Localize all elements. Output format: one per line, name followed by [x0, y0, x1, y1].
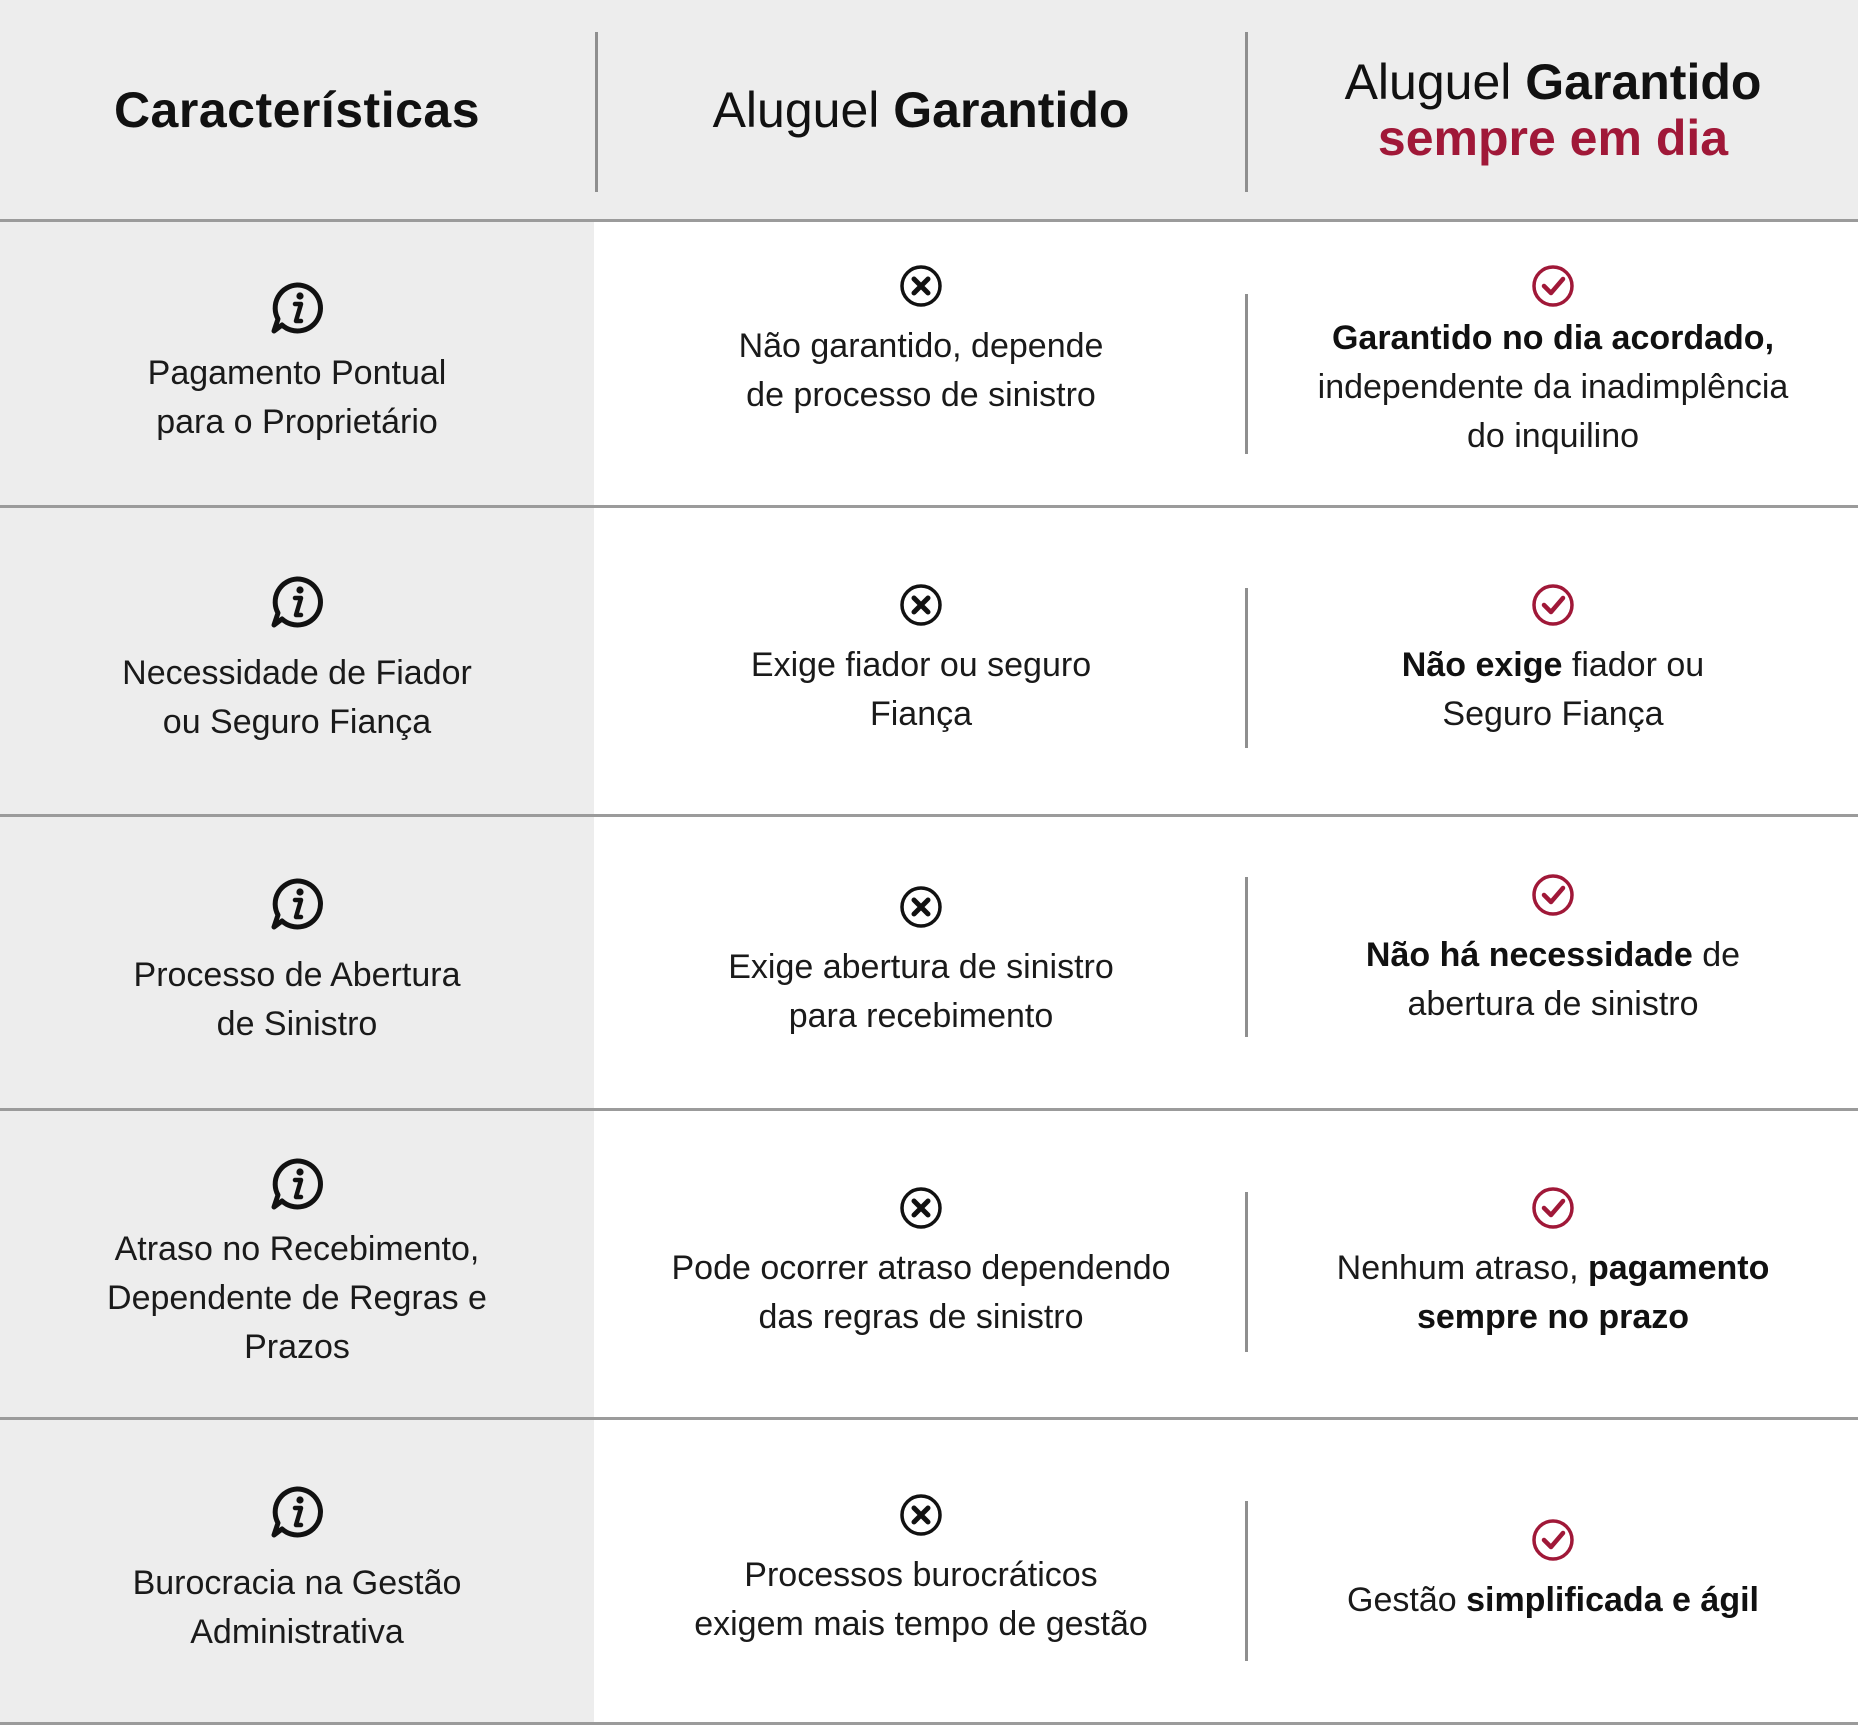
value-line: Processos burocráticos: [744, 1556, 1098, 1594]
feature-line: Prazos: [244, 1327, 350, 1366]
table-row-5-feature: [0, 1420, 594, 1722]
header-features: [0, 0, 594, 220]
table-row-3-premium: [1248, 817, 1858, 1108]
feature-line: de Sinistro: [216, 1004, 378, 1043]
table-row-2-standard: [597, 508, 1245, 814]
feature-label: [134, 951, 461, 1049]
header-premium-product: [1248, 0, 1858, 220]
value-bold: Garantido no dia acordado,: [1331, 319, 1775, 357]
feature-line: Administrativa: [190, 1613, 404, 1651]
feature-label: [107, 1225, 487, 1372]
table-row-4-premium: [1248, 1111, 1858, 1417]
value-line: [1402, 641, 1704, 690]
feature-line: Processo de Abertura: [133, 955, 461, 994]
standard-value: [671, 1244, 1170, 1342]
value-line: abertura de sinistro: [1407, 985, 1699, 1023]
info-bubble-icon: [270, 281, 324, 335]
value-line: Pode ocorrer atraso dependendo: [671, 1249, 1171, 1287]
x-circle-icon: [899, 1186, 943, 1230]
check-circle-icon: [1531, 1518, 1575, 1562]
table-row-1-standard: [597, 222, 1245, 505]
value-line: Não garantido, depende: [738, 327, 1104, 365]
value-bold: simplificada e ágil: [1466, 1580, 1759, 1619]
premium-value: [1337, 1244, 1770, 1342]
premium-value: [1347, 1576, 1759, 1625]
value-line: exigem mais tempo de gestão: [694, 1605, 1148, 1643]
value-line: das regras de sinistro: [758, 1298, 1084, 1336]
features-title: Características: [113, 82, 481, 138]
feature-line: Atraso no Recebimento,: [114, 1229, 480, 1268]
table-row-1-premium: [1248, 222, 1858, 505]
table-row-5-premium: [1248, 1420, 1858, 1722]
premium-value: [1402, 641, 1704, 739]
x-circle-icon: [899, 1493, 943, 1537]
check-circle-icon: [1531, 583, 1575, 627]
value-bold: sempre no prazo: [1416, 1298, 1690, 1336]
value-line: [1347, 1576, 1759, 1625]
standard-value: [694, 1551, 1148, 1649]
value-rest: fiador ou: [1562, 646, 1705, 684]
info-bubble-icon: [270, 575, 324, 629]
x-circle-icon: [899, 264, 943, 308]
table-row-4-standard: [597, 1111, 1245, 1417]
table-row-2-premium: [1248, 508, 1858, 814]
table-row-3-standard: [597, 817, 1245, 1108]
value-line: para recebimento: [788, 996, 1054, 1035]
value-line: Exige abertura de sinistro: [728, 947, 1114, 986]
standard-value: [728, 943, 1114, 1041]
value-line: Seguro Fiança: [1442, 695, 1664, 733]
value-line: do inquilino: [1466, 417, 1640, 455]
premium-title-accent: sempre em dia: [1377, 110, 1729, 166]
premium-title-bold: Garantido: [1525, 54, 1762, 110]
table-row-5-standard: [597, 1420, 1245, 1722]
value-line: [1337, 1293, 1770, 1342]
check-circle-icon: [1531, 1186, 1575, 1230]
x-circle-icon: [899, 885, 943, 929]
value-line: [1318, 314, 1789, 363]
feature-label: [122, 649, 472, 747]
value-rest: de: [1692, 936, 1741, 974]
table-row-4-feature: [0, 1111, 594, 1417]
premium-product-title: [1345, 54, 1762, 110]
value-prefix: Nenhum atraso,: [1336, 1249, 1588, 1287]
feature-line: Burocracia na Gestão: [132, 1564, 462, 1602]
feature-line: Necessidade de Fiador: [122, 654, 472, 692]
feature-line: Pagamento Pontual: [147, 353, 447, 392]
value-line: de processo de sinistro: [746, 376, 1096, 414]
premium-value: [1318, 314, 1789, 461]
feature-line: ou Seguro Fiança: [162, 703, 432, 741]
feature-line: Dependente de Regras e: [107, 1278, 487, 1317]
feature-label: [133, 1559, 462, 1657]
premium-value: [1366, 931, 1740, 1029]
x-circle-icon: [899, 583, 943, 627]
info-bubble-icon: [270, 1157, 324, 1211]
header-standard-product: [597, 0, 1245, 220]
value-line: Fiança: [869, 695, 973, 733]
table-row-1-feature: [0, 222, 594, 505]
value-line: [1337, 1244, 1770, 1293]
value-prefix: Gestão: [1347, 1580, 1467, 1619]
table-row-2-feature: [0, 508, 594, 814]
standard-value: [751, 641, 1091, 739]
standard-title-regular: Aluguel: [712, 82, 880, 138]
value-line: independente da inadimplência: [1317, 368, 1789, 406]
value-bold: pagamento: [1588, 1249, 1770, 1287]
table-row-3-feature: [0, 817, 594, 1108]
standard-title-bold: Garantido: [893, 82, 1130, 138]
value-line: Exige fiador ou seguro: [750, 646, 1092, 684]
info-bubble-icon: [270, 877, 324, 931]
premium-title-regular: Aluguel: [1344, 54, 1512, 110]
check-circle-icon: [1531, 264, 1575, 308]
check-circle-icon: [1531, 873, 1575, 917]
feature-label: [148, 349, 447, 447]
value-line: [1366, 931, 1740, 980]
value-bold: Não há necessidade: [1365, 936, 1693, 974]
info-bubble-icon: [270, 1485, 324, 1539]
standard-product-title: [713, 82, 1130, 138]
value-bold: Não exige: [1401, 646, 1563, 684]
standard-value: [739, 322, 1104, 420]
feature-line: para o Proprietário: [156, 402, 438, 441]
